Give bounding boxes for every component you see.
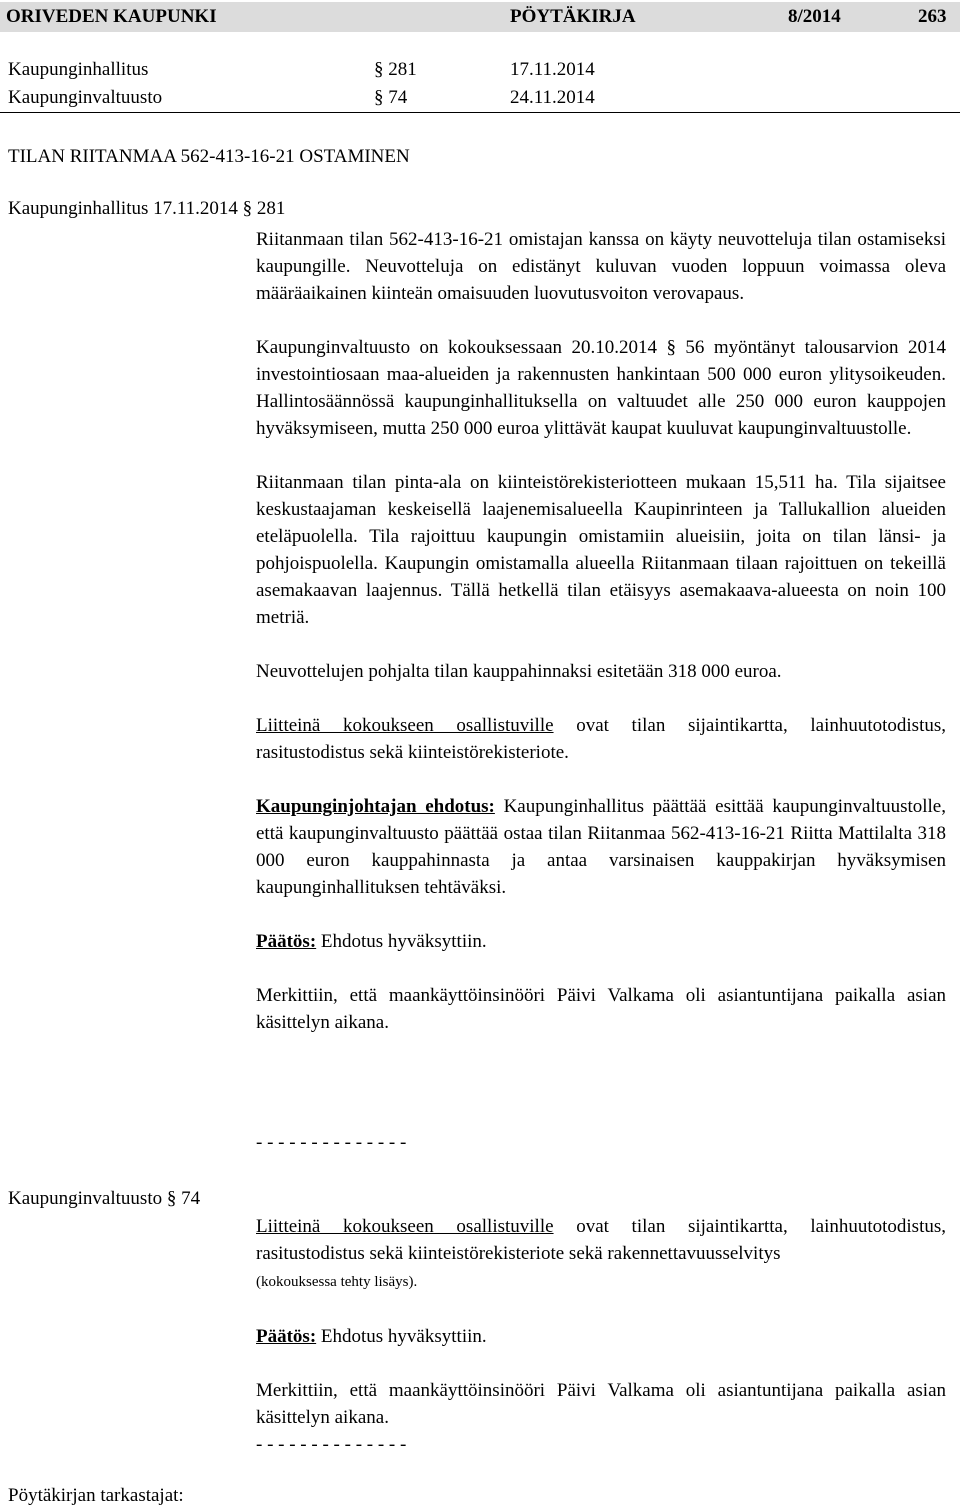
attachments-label: Liitteinä kokoukseen osallistuville (256, 1216, 554, 1237)
separator-dashes: - - - - - - - - - - - - - - (256, 1132, 407, 1153)
kh-paragraph-1: Riitanmaan tilan 562-413-16-21 omistajan kanssa on käyty neuvotteluja tilan ostamiseksi kaupungille. Neuvotteluja on edistänyt kuluvan vuoden loppuun voimassa oleva määräaikainen kiinteän omaisuuden luovutusvoiton verovapaus. (256, 229, 946, 304)
document-header (0, 2, 960, 32)
meta-section: § 74 (374, 87, 408, 108)
meta-date: 24.11.2014 (510, 87, 595, 108)
page-number: 263 (918, 6, 947, 27)
decision-label: Päätös: (256, 1326, 317, 1347)
kv-note: Merkittiin, että maankäyttöinsinööri Päivi Valkama oli asiantuntijana paikalla asian käsittelyn aikana. (256, 1380, 946, 1428)
attachments-label: Liitteinä kokoukseen osallistuville (256, 715, 554, 736)
meta-body: Kaupunginvaltuusto (8, 87, 163, 108)
kh-paragraph-5: Liitteinä kokoukseen osallistuville ovat tilan sijaintikartta, lainhuutotodistus, rasitustodistus sekä kiinteistörekisteriote. (256, 715, 946, 763)
kh-proposal: Kaupunginjohtajan ehdotus: Kaupunginhallitus päättää esittää kaupunginvaltuustolle, että kaupunginvaltuusto päättää ostaa tilan Riitanmaa 562-413-16-21 Riitta Mattilalta 318 000 euron kauppahinnasta ja antaa varsinaisen kauppakirjan hyväksymisen kaupunginhallituksen tehtäväksi. (256, 796, 946, 898)
issue-number: 8/2014 (788, 6, 841, 27)
meta-section: § 281 (374, 59, 417, 80)
kv-decision: Päätös: Ehdotus hyväksyttiin. (256, 1326, 487, 1347)
kh-section-label: Kaupunginhallitus 17.11.2014 § 281 (8, 198, 286, 219)
kv-section-label: Kaupunginvaltuusto § 74 (8, 1188, 201, 1209)
kv-paragraph-1: Liitteinä kokoukseen osallistuville ovat tilan sijaintikartta, lainhuutotodistus, rasitustodistus sekä kiinteistörekisteriote sekä rakennettavuusselvitys (kokouksessa tehty lisäys). (256, 1216, 946, 1290)
inspectors-label: Pöytäkirjan tarkastajat: (8, 1485, 184, 1506)
separator-dashes: - - - - - - - - - - - - - - (256, 1434, 407, 1455)
kh-note: Merkittiin, että maankäyttöinsinööri Päivi Valkama oli asiantuntijana paikalla asian käsittelyn aikana. (256, 985, 946, 1033)
kv-body (256, 1213, 946, 1431)
meta-date: 17.11.2014 (510, 59, 595, 80)
kh-paragraph-2: Kaupunginvaltuusto on kokouksessaan 20.10.2014 § 56 myöntänyt talousarvion 2014 investointiosaan maa-alueiden ja rakennusten hankintaan 500 000 euron ylitysoikeuden. Hallintosäännössä kaupunginhallituksella on valtuudet alle 250 000 euron kauppojen hyväksymiseen, mutta 250 000 euroa ylittävät kaupat kuuluvat kaupunginvaltuustolle. (256, 337, 946, 439)
header-divider (0, 112, 960, 113)
kh-paragraph-4: Neuvottelujen pohjalta tilan kauppahinnaksi esitetään 318 000 euroa. (256, 661, 782, 682)
kh-body (256, 226, 946, 1036)
proposal-label: Kaupunginjohtajan ehdotus: (256, 796, 495, 817)
meeting-addition-note: (kokouksessa tehty lisäys). (256, 1274, 418, 1290)
kh-decision: Päätös: Ehdotus hyväksyttiin. (256, 931, 487, 952)
doc-type: PÖYTÄKIRJA (510, 6, 636, 27)
decision-label: Päätös: (256, 931, 317, 952)
document-title: TILAN RIITANMAA 562-413-16-21 OSTAMINEN (8, 146, 410, 167)
kh-paragraph-3: Riitanmaan tilan pinta-ala on kiinteistörekisteriotteen mukaan 15,511 ha. Tila sijaitsee keskustaajaman keskeisellä laajenemisalueella Kaupinrinteen ja Tallukallion alueiden eteläpuolella. Tila rajoittuu kaupungin omistamiin alueisiin, joita on tilan länsi- ja pohjoispuolella. Kaupungin omistamalla alueella Riitanmaan tilaan rajoittuen on tekeillä asemakaavan laajennus. Tällä hetkellä tilan etäisyys asemakaava-alueesta on noin 100 metriä. (256, 472, 946, 628)
org-name: ORIVEDEN KAUPUNKI (6, 6, 217, 27)
meta-body: Kaupunginhallitus (8, 59, 149, 80)
